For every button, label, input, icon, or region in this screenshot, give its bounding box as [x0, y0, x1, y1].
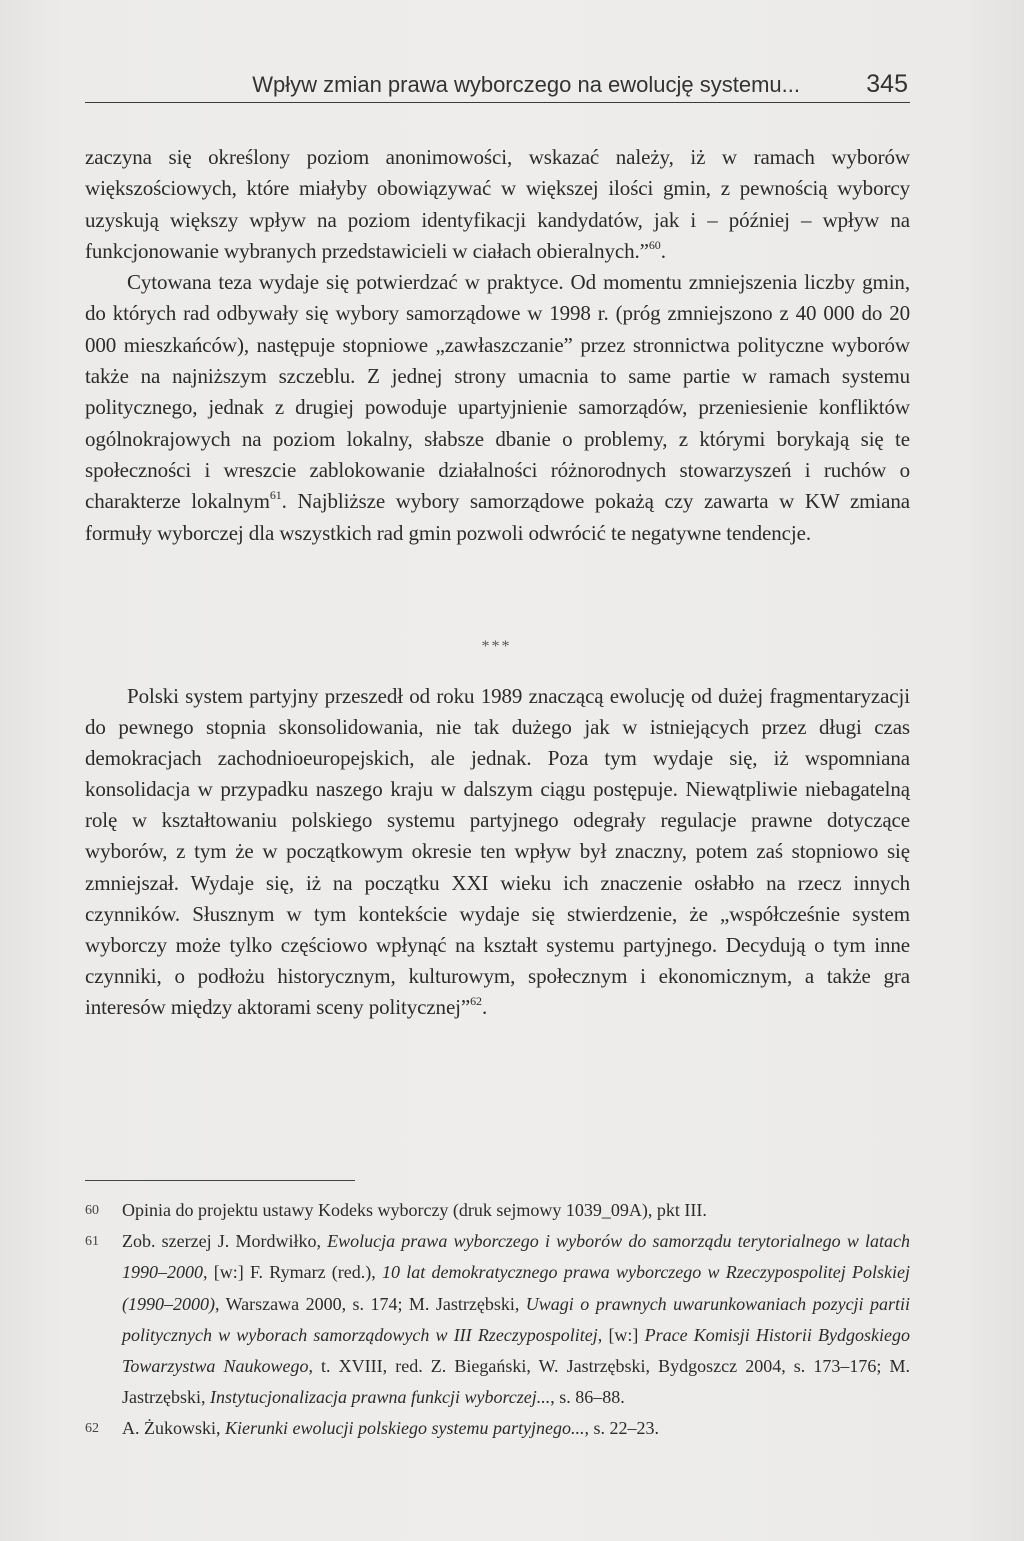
footnote-ref-60: 60 — [648, 237, 661, 252]
main-text-upper — [85, 142, 910, 549]
paragraph-1 — [85, 142, 910, 267]
paragraph-2-text-b: . Najbliższe wybory samorządowe pokażą czy zawarta w KW zmiana formuły wyborczej dla wszystkich rad gmin pozwoli odwrócić te negatywne tendencje. — [85, 489, 910, 545]
footnote-62 — [85, 1413, 910, 1444]
paragraph-1-end: . — [660, 238, 666, 263]
page-number: 345 — [866, 70, 908, 98]
footnote-number: 61 — [85, 1234, 99, 1250]
paragraph-3-text: Polski system partyjny przeszedł od roku 1989 znaczącą ewolucję od dużej fragmentaryzacji do pewnego stopnia skonsolidowania, nie tak dużego jak w istniejących przez długi czas demokracjach zachodnioeuropejskich, ale jednak. Poza tym wydaje się, iż wspomniana konsolidacja w przypadku naszego kraju w dalszym ciągu postępuje. Niewątpliwie niebagatelną rolę w kształtowaniu polskiego systemu partyjnego odegrały regulacje prawne dotyczące wyborów, z tym że w początkowym okresie ten wpływ był znaczny, potem zaś stopniowo się zmniejszał. Wydaje się, iż na początku XXI wieku ich znaczenie osłabło na rzecz innych czynników. Słusznym w tym kontekście wydaje się stwierdzenie, że „współcześnie system wyborczy może tylko częściowo wpłynąć na kształt systemu partyjnego. Decydują o tym inne czynniki, o podłożu historycznym, kulturowym, społecznym i ekonomicznym, a także gra interesów między aktorami sceny politycznej” — [85, 684, 910, 1019]
running-title: Wpływ zmian prawa wyborczego na ewolucję systemu... — [252, 72, 800, 97]
footnote-rule — [85, 1180, 355, 1181]
page-header — [85, 68, 910, 103]
footnote-text: A. Żukowski, Kierunki ewolucji polskiego systemu partyjnego..., s. 22–23. — [122, 1418, 659, 1439]
footnote-text: Opinia do projektu ustawy Kodeks wyborczy (druk sejmowy 1039_09A), pkt III. — [122, 1200, 707, 1220]
paragraph-2-text-a: Cytowana teza wydaje się potwierdzać w praktyce. Od momentu zmniejszenia liczby gmin, do których rad odbywały się wybory samorządowe w 1998 r. (próg zmniejszono z 40 000 do 20 000 mieszkańców), następuje stopniowe „zawłaszczanie” przez stronnictwa polityczne wyborów także na najniższym szczeblu. Z jednej strony umacnia to same partie w ramach systemu politycznego, jednak z drugiej powoduje upartyjnienie samorządów, przeniesienie konfliktów ogólnokrajowych na poziom lokalny, słabsze dbanie o problemy, z którymi borykają się te społeczności i wreszcie zablokowanie działalności różnorodnych stowarzyszeń i ruchów o charakterze lokalnym — [85, 270, 910, 514]
paragraph-3 — [85, 681, 910, 1023]
paragraph-3-end: . — [481, 994, 488, 1019]
main-text-lower — [85, 681, 910, 1023]
footnote-60 — [85, 1195, 910, 1226]
footnote-ref-61: 61 — [269, 488, 282, 503]
section-separator: *** — [481, 638, 512, 655]
footnote-number: 62 — [85, 1421, 99, 1437]
footnote-ref-62: 62 — [470, 993, 482, 1008]
paragraph-2 — [85, 267, 910, 549]
footnotes — [85, 1195, 910, 1445]
footnote-61 — [85, 1226, 910, 1413]
footnote-number: 60 — [85, 1203, 99, 1218]
footnote-text: Zob. szerzej J. Mordwiłko, Ewolucja prawa wyborczego i wyborów do samorządu terytorialnego w latach 1990–2000, [w:] F. Rymarz (red.), 10 lat demokratycznego prawa wyborczego w Rzeczypospolitej Polskiej (1990–2000), Warszawa 2000, s. 174; M. Jastrzębski, Uwagi o prawnych uwarunkowaniach pozycji partii politycznych w wyborach samorządowych w III Rzeczypospolitej, [w:] Prace Komisji Historii Bydgoskiego Towarzystwa Naukowego, t. XVIII, red. Z. Biegański, W. Jastrzębski, Bydgoszcz 2004, s. 173–176; M. Jastrzębski, Instytucjonalizacja prawna funkcji wyborczej..., s. 86–88. — [122, 1231, 911, 1408]
paragraph-1-text: zaczyna się określony poziom anonimowości, wskazać należy, iż w ramach wyborów większościowych, które miałyby obowiązywać w większej ilości gmin, z pewnością wyborcy uzyskują większy wpływ na poziom identyfikacji kandydatów, jak i – później – wpływ na funkcjonowanie wybranych przedstawicieli w ciałach obieralnych.” — [85, 145, 910, 263]
